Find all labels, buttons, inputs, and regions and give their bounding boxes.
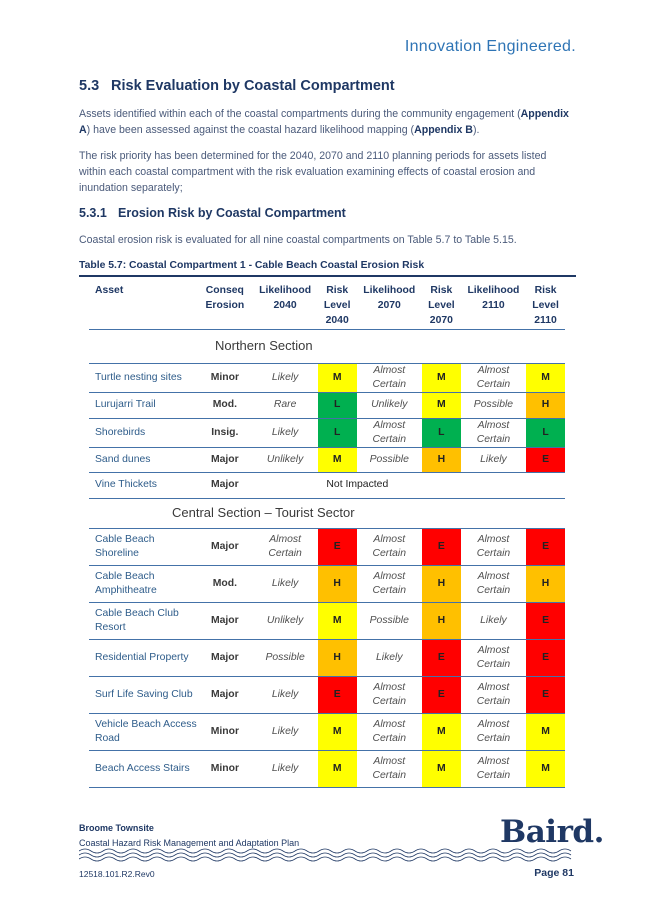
- subsection-title: Erosion Risk by Coastal Compartment: [118, 206, 346, 220]
- risk-level-2110-cell: H: [526, 392, 565, 418]
- risk-level-2110-cell: H: [526, 565, 565, 602]
- table-row: [89, 472, 565, 498]
- likelihood-2070-cell: Almost Certain: [357, 750, 422, 787]
- consequence-cell: Minor: [197, 363, 252, 392]
- risk-level-2070-cell: M: [422, 750, 461, 787]
- table-row: [89, 392, 565, 418]
- footer-title: Broome Townsite: [79, 823, 154, 833]
- table-row: [89, 750, 565, 787]
- section-header-row: [89, 498, 565, 528]
- risk-level-2040-cell: E: [318, 528, 357, 565]
- likelihood-2110-cell: Almost Certain: [461, 713, 526, 750]
- risk-level-2070-cell: H: [422, 602, 461, 639]
- consequence-cell: Minor: [197, 750, 252, 787]
- consequence-cell: Major: [197, 602, 252, 639]
- risk-level-2110-cell: E: [526, 528, 565, 565]
- table-row: [89, 676, 565, 713]
- report-code: 12518.101.R2.Rev0: [79, 869, 155, 879]
- likelihood-2110-cell: Almost Certain: [461, 418, 526, 447]
- likelihood-2040-cell: Likely: [252, 713, 317, 750]
- header-risk-2040: Risk Level 2040: [323, 285, 351, 326]
- consequence-cell: Major: [197, 639, 252, 676]
- risk-level-2110-cell: E: [526, 447, 565, 472]
- section-title: Risk Evaluation by Coastal Compartment: [111, 78, 395, 94]
- likelihood-2110-cell: Likely: [461, 602, 526, 639]
- risk-level-2070-cell: H: [422, 447, 461, 472]
- risk-level-2040-cell: M: [318, 713, 357, 750]
- likelihood-2110-cell: Likely: [461, 447, 526, 472]
- subsection-paragraph: Coastal erosion risk is evaluated for all nine coastal compartments on Table 5.7 to Table 5.15.: [79, 234, 517, 246]
- likelihood-2070-cell: Almost Certain: [357, 363, 422, 392]
- likelihood-2040-cell: Likely: [252, 565, 317, 602]
- risk-level-2040-cell: H: [318, 565, 357, 602]
- header-likelihood-2040: Likelihood 2040: [259, 285, 312, 311]
- asset-cell: Cable Beach Amphitheatre: [89, 565, 197, 602]
- asset-cell: Cable Beach Shoreline: [89, 528, 197, 565]
- risk-table: [89, 279, 565, 788]
- consequence-cell: Major: [197, 447, 252, 472]
- risk-level-2040-cell: M: [318, 602, 357, 639]
- likelihood-2110-cell: Almost Certain: [461, 639, 526, 676]
- risk-level-2070-cell: E: [422, 676, 461, 713]
- likelihood-2040-cell: Likely: [252, 676, 317, 713]
- consequence-cell: Mod.: [197, 392, 252, 418]
- likelihood-2040-cell: Likely: [252, 363, 317, 392]
- table-row: [89, 528, 565, 565]
- risk-level-2040-cell: M: [318, 363, 357, 392]
- likelihood-2110-cell: Almost Certain: [461, 363, 526, 392]
- risk-level-2040-cell: M: [318, 447, 357, 472]
- para1-text-d: ).: [472, 124, 480, 136]
- table-row: [89, 418, 565, 447]
- asset-cell: Residential Property: [89, 639, 197, 676]
- not-impacted-cell: Not Impacted: [252, 472, 565, 498]
- page-number: Page 81: [534, 867, 574, 879]
- table-row: [89, 639, 565, 676]
- likelihood-2070-cell: Possible: [357, 602, 422, 639]
- section-title: Northern Section: [215, 338, 313, 353]
- asset-cell: Turtle nesting sites: [89, 363, 197, 392]
- likelihood-2070-cell: Almost Certain: [357, 713, 422, 750]
- header-conseq: Conseq Erosion: [205, 285, 245, 311]
- risk-level-2070-cell: M: [422, 713, 461, 750]
- table-header-row: [89, 279, 565, 329]
- header-likelihood-2110: Likelihood 2110: [467, 285, 520, 311]
- consequence-cell: Major: [197, 472, 252, 498]
- appendix-a-ref: Appendix A: [79, 108, 569, 136]
- likelihood-2110-cell: Almost Certain: [461, 676, 526, 713]
- likelihood-2070-cell: Likely: [357, 639, 422, 676]
- table-top-rule: [79, 275, 576, 277]
- risk-level-2110-cell: M: [526, 713, 565, 750]
- likelihood-2040-cell: Unlikely: [252, 602, 317, 639]
- header-risk-2070: Risk Level 2070: [428, 285, 455, 326]
- appendix-b-ref: Appendix B: [414, 124, 473, 136]
- subsection-number: 5.3.1: [79, 206, 107, 220]
- likelihood-2040-cell: Likely: [252, 418, 317, 447]
- likelihood-2070-cell: Unlikely: [357, 392, 422, 418]
- likelihood-2070-cell: Almost Certain: [357, 528, 422, 565]
- risk-level-2110-cell: L: [526, 418, 565, 447]
- likelihood-2040-cell: Almost Certain: [252, 528, 317, 565]
- likelihood-2040-cell: Rare: [252, 392, 317, 418]
- likelihood-2110-cell: Almost Certain: [461, 750, 526, 787]
- likelihood-2110-cell: Almost Certain: [461, 528, 526, 565]
- consequence-cell: Insig.: [197, 418, 252, 447]
- likelihood-2070-cell: Almost Certain: [357, 676, 422, 713]
- header-tagline: Innovation Engineered.: [404, 38, 576, 55]
- risk-level-2110-cell: E: [526, 639, 565, 676]
- risk-level-2110-cell: M: [526, 363, 565, 392]
- table-caption: Table 5.7: Coastal Compartment 1 - Cable Beach Coastal Erosion Risk: [79, 260, 425, 271]
- risk-level-2070-cell: E: [422, 528, 461, 565]
- asset-cell: Vine Thickets: [89, 472, 197, 498]
- section-header-row: [89, 329, 565, 363]
- para1-text-a: Assets identified within each of the coastal compartments during the community engagement (: [79, 108, 521, 120]
- header-risk-2110: Risk Level 2110: [532, 285, 559, 326]
- asset-cell: Sand dunes: [89, 447, 197, 472]
- footer-subtitle: Coastal Hazard Risk Management and Adaptation Plan: [79, 838, 300, 848]
- likelihood-2070-cell: Possible: [357, 447, 422, 472]
- likelihood-2040-cell: Likely: [252, 750, 317, 787]
- section-heading: [79, 78, 395, 94]
- likelihood-2040-cell: Possible: [252, 639, 317, 676]
- risk-level-2040-cell: L: [318, 418, 357, 447]
- risk-level-2110-cell: E: [526, 676, 565, 713]
- baird-logo: Baird.: [500, 814, 604, 850]
- likelihood-2040-cell: Unlikely: [252, 447, 317, 472]
- risk-level-2040-cell: L: [318, 392, 357, 418]
- table-row: [89, 713, 565, 750]
- table-row: [89, 447, 565, 472]
- likelihood-2070-cell: Almost Certain: [357, 565, 422, 602]
- header-asset: Asset: [95, 285, 124, 296]
- section-number: 5.3: [79, 78, 100, 94]
- header-likelihood-2070: Likelihood 2070: [363, 285, 416, 311]
- risk-level-2040-cell: E: [318, 676, 357, 713]
- consequence-cell: Mod.: [197, 565, 252, 602]
- table-row: [89, 565, 565, 602]
- risk-level-2040-cell: M: [318, 750, 357, 787]
- subsection-heading: [79, 206, 346, 220]
- risk-level-2070-cell: E: [422, 639, 461, 676]
- risk-level-2070-cell: M: [422, 392, 461, 418]
- wave-divider: [79, 846, 576, 864]
- risk-level-2070-cell: M: [422, 363, 461, 392]
- risk-level-2110-cell: E: [526, 602, 565, 639]
- risk-level-2110-cell: M: [526, 750, 565, 787]
- risk-level-2070-cell: L: [422, 418, 461, 447]
- asset-cell: Cable Beach Club Resort: [89, 602, 197, 639]
- section-title: Central Section – Tourist Sector: [172, 505, 355, 520]
- risk-level-2040-cell: H: [318, 639, 357, 676]
- asset-cell: Beach Access Stairs: [89, 750, 197, 787]
- table-row: [89, 363, 565, 392]
- asset-cell: Lurujarri Trail: [89, 392, 197, 418]
- section-paragraph-2: The risk priority has been determined for the 2040, 2070 and 2110 planning periods for assets listed within each coastal compartment with the risk evaluation examining effects of coastal erosion and inundation separately;: [79, 150, 547, 194]
- likelihood-2110-cell: Almost Certain: [461, 565, 526, 602]
- table-row: [89, 602, 565, 639]
- consequence-cell: Major: [197, 676, 252, 713]
- likelihood-2110-cell: Possible: [461, 392, 526, 418]
- consequence-cell: Minor: [197, 713, 252, 750]
- asset-cell: Shorebirds: [89, 418, 197, 447]
- asset-cell: Surf Life Saving Club: [89, 676, 197, 713]
- consequence-cell: Major: [197, 528, 252, 565]
- risk-level-2070-cell: H: [422, 565, 461, 602]
- section-paragraph-1: [79, 106, 575, 138]
- para1-text-c: ) have been assessed against the coastal hazard likelihood mapping (: [86, 124, 415, 136]
- asset-cell: Vehicle Beach Access Road: [89, 713, 197, 750]
- likelihood-2070-cell: Almost Certain: [357, 418, 422, 447]
